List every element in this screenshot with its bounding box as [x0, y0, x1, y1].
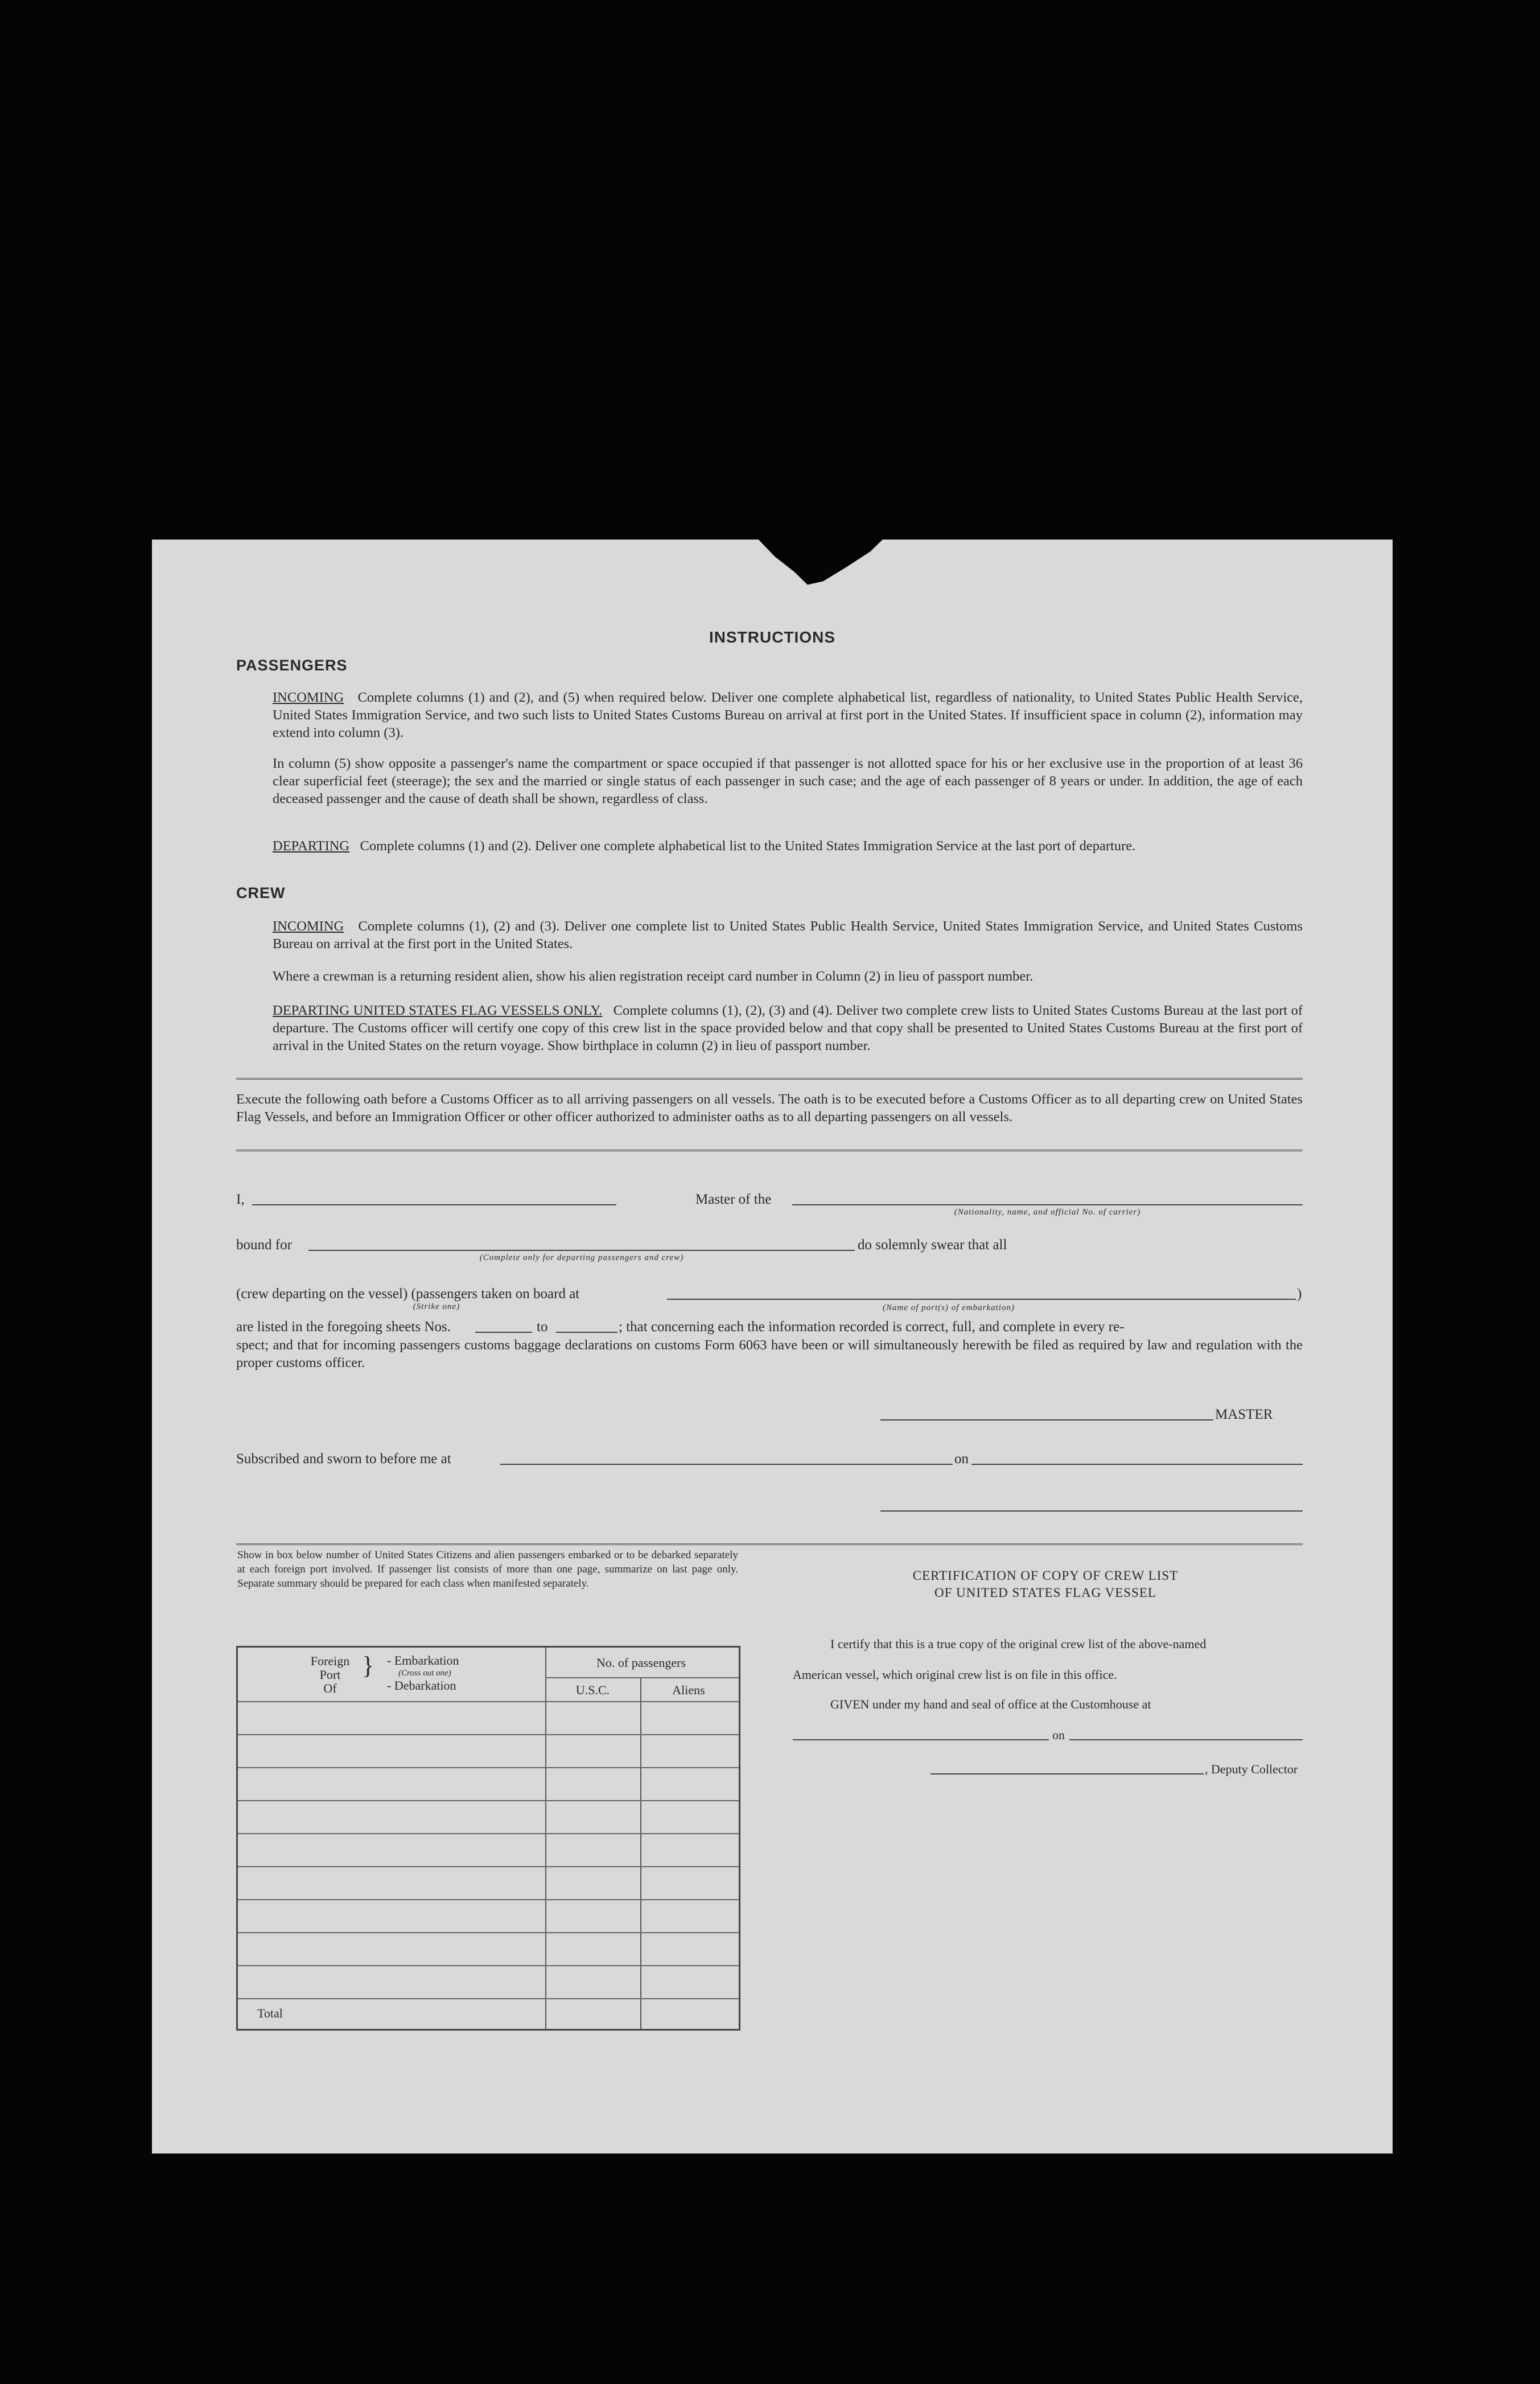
master-signature-field[interactable]: [880, 1419, 1213, 1420]
listed-text-b: ; that concerning each the information recorded is correct, full, and complete in every re-: [619, 1319, 1125, 1335]
foreign-text: Foreign: [310, 1654, 350, 1668]
divider: [236, 1078, 1303, 1082]
row-line: [238, 1998, 739, 1999]
sworn-place-field[interactable]: [500, 1464, 953, 1465]
brace-icon: }: [362, 1652, 374, 1679]
column5-paragraph: In column (5) show opposite a passenger's name the compartment or space occupied if that passenger is not allotted space for his or her exclusive use in the proportion of at least 36 clear superficial feet (steerage); the sex and the married or single status of each passenger in such case; and the age of each passenger of 8 years or under. In addition, the age of each deceased passenger and the cause of death shall be shown, regardless of class.: [273, 756, 1303, 806]
listed-text-c: spect; and that for incoming passengers customs baggage declarations on customs Form 6063 have been or will simultaneously herewith be filed as required by law and regulation with the proper customs officer.: [236, 1337, 1303, 1370]
crew-incoming-label: INCOMING: [273, 919, 344, 934]
embarkation-option[interactable]: - Embarkation: [387, 1653, 459, 1667]
embarkation-port-field[interactable]: [667, 1299, 1296, 1300]
deputy-signature-field[interactable]: [930, 1773, 1204, 1774]
on-label: on: [954, 1451, 969, 1467]
destination-field[interactable]: [308, 1250, 855, 1251]
master-name-field[interactable]: [252, 1204, 616, 1205]
master-label: MASTER: [1215, 1407, 1273, 1422]
row-line: [238, 1866, 739, 1867]
to-label: to: [537, 1319, 548, 1335]
divider: [236, 1150, 1303, 1154]
certify-place-field[interactable]: [793, 1739, 1049, 1740]
certify-line-1: I certify that this is a true copy of the original crew list of the above-named: [830, 1637, 1207, 1651]
row-line: [238, 1932, 739, 1933]
nationality-caption: (Nationality, name, and official No. of carrier): [954, 1208, 1141, 1217]
port-caption: (Name of port(s) of embarkation): [883, 1303, 1015, 1312]
certification-title: [795, 1567, 1296, 1601]
passengers-incoming-label: INCOMING: [273, 690, 344, 705]
torn-edge: [755, 540, 886, 587]
row-line: [238, 1965, 739, 1966]
certification-title-line1: CERTIFICATION OF COPY OF CREW LIST: [912, 1568, 1179, 1583]
sworn-date-field[interactable]: [971, 1464, 1303, 1465]
crew-departing-label: DEPARTING UNITED STATES FLAG VESSELS ONLY.: [273, 1003, 603, 1018]
officer-signature-field[interactable]: [880, 1510, 1303, 1512]
passengers-incoming-paragraph: [273, 689, 1303, 742]
passengers-departing-text: Complete columns (1) and (2). Deliver one complete alphabetical list to the United States Immigration Service at the last port of departure.: [360, 838, 1136, 854]
page-title: INSTRUCTIONS: [709, 628, 835, 646]
crew-passenger-choice: (crew departing on the vessel) (passengers taken on board at: [236, 1286, 580, 1302]
debarkation-option[interactable]: - Debarkation: [387, 1678, 456, 1693]
form-page: [152, 540, 1393, 2154]
bound-for-label: bound for: [236, 1237, 292, 1253]
complete-caption: (Complete only for departing passengers and crew): [479, 1253, 684, 1262]
summary-instruction-text: Show in box below number of United States Citizens and alien passengers embarked or to be debarked separately at each foreign port involved. If passenger list consists of more than one page, summarize on last page only. Separate summary should be prepared for each class when manifested separately.: [237, 1549, 738, 1590]
crew-departing-paragraph: [273, 1002, 1303, 1055]
certify-date-field[interactable]: [1069, 1739, 1303, 1740]
header-divider: [545, 1677, 739, 1678]
cross-out-caption: (Cross out one): [398, 1669, 451, 1678]
i-label: I,: [236, 1192, 245, 1207]
no-passengers-header: No. of passengers: [596, 1656, 686, 1670]
oath-intro: Execute the following oath before a Customs Officer as to all arriving passengers on all vessels. The oath is to be executed before a Customs Officer as to all departing crew on United States Flag Vessels, and before an Immigration Officer or other officer authorized to administer oaths as to all departing passengers on all vessels.: [236, 1092, 1303, 1125]
row-line: [238, 1701, 739, 1702]
passengers-heading: PASSENGERS: [236, 657, 348, 674]
carrier-field[interactable]: [792, 1204, 1303, 1205]
foreign-port-label: [302, 1654, 359, 1695]
column-divider: [640, 1677, 641, 2029]
deputy-collector-label: , Deputy Collector: [1205, 1762, 1298, 1776]
crew-departing-text: Complete columns (1), (2), (3) and (4). Deliver two complete crew lists to United States Customs Bureau at the last port of departure. The Customs officer will certify one copy of this crew list in the space provided below and that copy shall be presented to United States Customs Bureau at the first port of arrival in the United States on the return voyage. Show birthplace in column (2) in lieu of passport number.: [273, 1003, 1303, 1053]
row-line: [238, 1899, 739, 1900]
passengers-incoming-text: Complete columns (1) and (2), and (5) when required below. Deliver one complete alphabetical list, regardless of nationality, to United States Public Health Service, United States Immigration Service, and two such lists to United States Customs Bureau on arrival at first port in the United States. If insufficient space in column (2), information may extend into column (3).: [273, 690, 1303, 740]
crew-resident-paragraph: Where a crewman is a returning resident alien, show his alien registration receipt card number in Column (2) in lieu of passport number.: [273, 969, 1033, 984]
total-label: Total: [257, 2006, 283, 2020]
divider: [236, 1543, 1303, 1547]
close-paren: ): [1297, 1286, 1302, 1302]
passengers-departing-label: DEPARTING: [273, 838, 350, 854]
of-text: Of: [323, 1681, 337, 1695]
summary-instruction: [237, 1549, 738, 1591]
certify-on-label: on: [1052, 1728, 1065, 1742]
certification-title-line2: OF UNITED STATES FLAG VESSEL: [934, 1586, 1156, 1600]
row-line: [238, 1734, 739, 1735]
crew-heading: CREW: [236, 884, 286, 901]
crew-incoming-paragraph: [273, 917, 1303, 953]
sheet-to-field[interactable]: [556, 1332, 617, 1333]
column-divider: [545, 1648, 546, 2029]
swear-label: do solemnly swear that all: [858, 1237, 1007, 1253]
strike-caption: (Strike one): [413, 1302, 460, 1311]
row-line: [238, 1800, 739, 1801]
row-line: [238, 1833, 739, 1834]
usc-header: U.S.C.: [575, 1683, 610, 1697]
embark-debark-options: [387, 1654, 459, 1692]
subscribed-label: Subscribed and sworn to before me at: [236, 1451, 451, 1467]
passengers-departing-paragraph: [273, 837, 1303, 855]
master-of-label: Master of the: [695, 1192, 772, 1207]
passenger-summary-table: [236, 1646, 740, 2031]
listed-text-a: are listed in the foregoing sheets Nos.: [236, 1319, 451, 1335]
crew-incoming-text: Complete columns (1), (2) and (3). Deliver one complete list to United States Public Health Service, United States Immigration Service, and United States Customs Bureau on arrival at the first port in the United States.: [273, 919, 1303, 952]
certify-line-3: GIVEN under my hand and seal of office at the Customhouse at: [830, 1697, 1151, 1711]
row-line: [238, 1767, 739, 1768]
aliens-header: Aliens: [672, 1683, 705, 1697]
port-text: Port: [319, 1667, 341, 1682]
certify-line-2: American vessel, which original crew list is on file in this office.: [793, 1667, 1117, 1682]
sheet-from-field[interactable]: [475, 1332, 532, 1333]
